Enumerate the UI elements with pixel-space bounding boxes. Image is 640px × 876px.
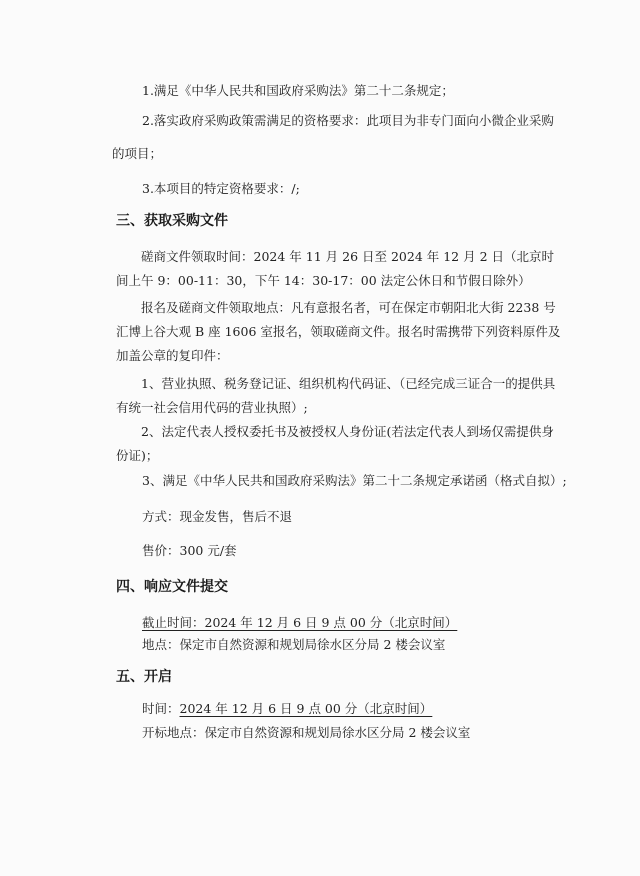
required-doc-item-3: 3、满足《中华人民共和国政府采购法》第二十二条规定承诺函（格式自拟）; — [142, 473, 567, 488]
submission-deadline: 截止时间：2024 年 12 月 6 日 9 点 00 分（北京时间） — [142, 615, 458, 630]
required-doc-item-1: 1、营业执照、税务登记证、组织机构代码证、（已经完成三证合一的提供具有统一社会信用代码的营业执照）; — [116, 376, 556, 415]
required-doc-item-2: 2、法定代表人授权委托书及被授权人身份证(若法定代表人到场仅需提供身份证)； — [116, 424, 554, 463]
submission-location: 地点：保定市自然资源和规划局徐水区分局 2 楼会议室 — [142, 637, 446, 652]
qualification-item-1: 1.满足《中华人民共和国政府采购法》第二十二条规定； — [142, 83, 454, 98]
qualification-item-3: 3.本项目的特定资格要求：/; — [142, 181, 300, 196]
opening-time-label: 时间： — [142, 701, 180, 716]
section-3-heading: 三、获取采购文件 — [116, 213, 228, 229]
document-time-paragraph: 磋商文件领取时间：2024 年 11 月 26 日至 2024 年 12 月 2 日（北京时间上午 9：00-11：30，下午 14：30-17：00 法定公休日和节假日除外） — [116, 249, 555, 288]
sale-method: 方式：现金发售，售后不退 — [142, 509, 293, 524]
sale-price: 售价：300 元/套 — [142, 543, 237, 558]
opening-time-value: 2024 年 12 月 6 日 9 点 00 分（北京时间） — [179, 701, 433, 716]
registration-location-paragraph: 报名及磋商文件领取地点：凡有意报名者，可在保定市朝阳北大街 2238 号汇博上谷大观 B 座 1606 室报名，领取磋商文件。报名时需携带下列资料原件及加盖公章的复印件： — [116, 300, 561, 363]
opening-location: 开标地点：保定市自然资源和规划局徐水区分局 2 楼会议室 — [142, 725, 471, 740]
opening-time — [142, 698, 432, 720]
qualification-item-2-cont: 的项目； — [112, 146, 163, 161]
qualification-item-2: 2.落实政府采购政策需满足的资格要求：此项目为非专门面向小微企业采购 — [142, 113, 554, 128]
section-4-heading: 四、响应文件提交 — [116, 579, 228, 595]
section-5-heading: 五、开启 — [116, 669, 172, 685]
